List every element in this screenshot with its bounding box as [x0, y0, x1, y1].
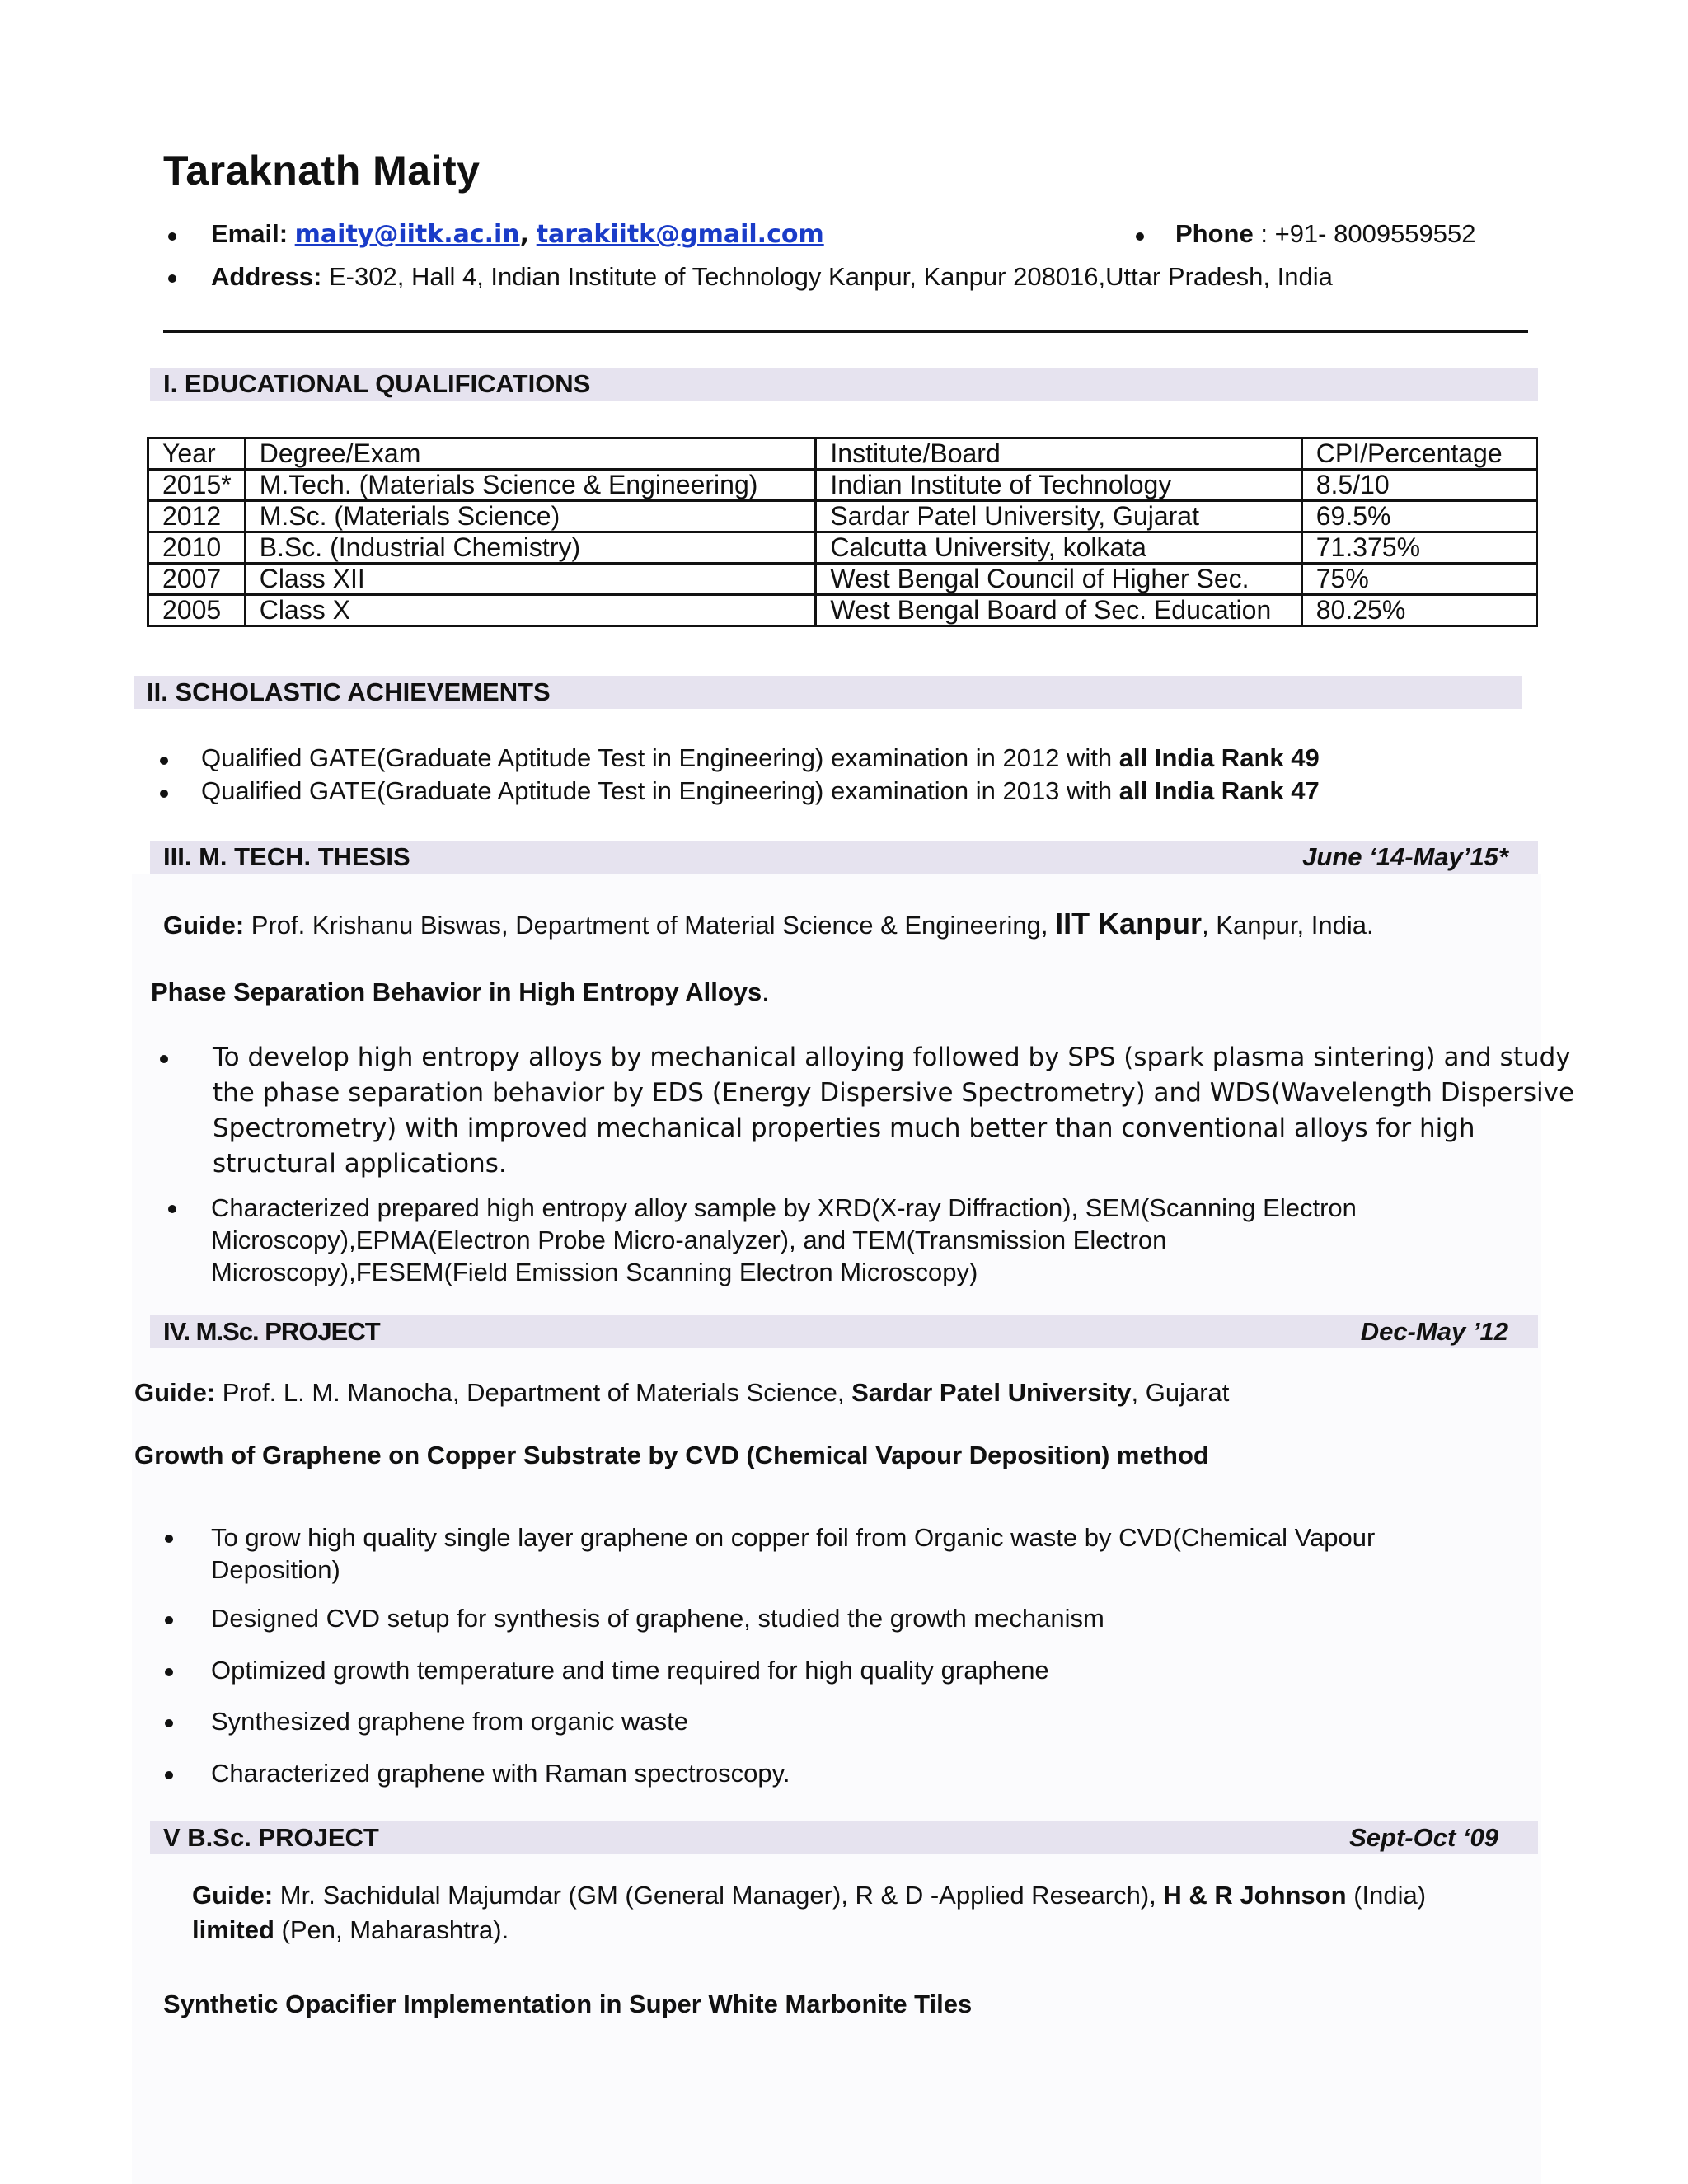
thesis-title-text: Phase Separation Behavior in High Entropy Alloys — [151, 977, 762, 1006]
bsc-title — [163, 1990, 972, 2019]
guide-tail: , Kanpur, India. — [1202, 911, 1374, 940]
guide-tail: , Gujarat — [1131, 1378, 1230, 1407]
section-title: III. M. TECH. THESIS — [163, 842, 410, 871]
bullet-line: structural applications. — [213, 1149, 507, 1179]
table-header-cell: Year — [148, 438, 246, 470]
email-link-1[interactable]: maity@iitk.ac.in — [294, 220, 520, 249]
table-cell: 2007 — [148, 564, 246, 595]
table-row — [148, 470, 1537, 501]
bullet-line: the phase separation behavior by EDS (Energy Dispersive Spectrometry) and WDS(Wavelength Dispersive — [213, 1078, 1575, 1108]
thesis-bullet-2 — [211, 1192, 1357, 1288]
bullet-icon — [165, 1719, 173, 1727]
section-bsc-header — [150, 1821, 1538, 1854]
bullet-line: Microscopy),FESEM(Field Emission Scanning Electron Microscopy) — [211, 1258, 978, 1286]
scholastic-item — [201, 776, 1320, 806]
header-divider — [163, 330, 1528, 333]
bullet-icon — [160, 790, 168, 798]
bullet-icon — [168, 232, 176, 241]
bullet-icon — [168, 274, 176, 283]
phone-line — [1175, 219, 1476, 249]
bullet-line: Characterized prepared high entropy alloy sample by XRD(X-ray Diffraction), SEM(Scanning Electron — [211, 1193, 1357, 1222]
bullet-icon — [160, 1055, 168, 1063]
thesis-guide — [163, 907, 1374, 941]
bullet-icon — [165, 1771, 173, 1779]
table-cell: Calcutta University, kolkata — [816, 532, 1301, 564]
table-row — [148, 595, 1537, 626]
table-cell: B.Sc. (Industrial Chemistry) — [245, 532, 816, 564]
guide-institute: Sardar Patel University — [851, 1378, 1132, 1407]
guide-location: (Pen, Maharashtra). — [281, 1915, 509, 1944]
table-cell: 71.375% — [1301, 532, 1536, 564]
msc-guide — [134, 1378, 1229, 1408]
section-title: I. EDUCATIONAL QUALIFICATIONS — [163, 369, 591, 398]
guide-label: Guide: — [134, 1378, 216, 1407]
section-education-header — [150, 368, 1538, 401]
guide-text: Prof. L. M. Manocha, Department of Materials Science, — [222, 1378, 845, 1407]
table-cell: Indian Institute of Technology — [816, 470, 1301, 501]
table-cell: West Bengal Council of Higher Sec. — [816, 564, 1301, 595]
email-separator: , — [519, 220, 530, 249]
thesis-title-tail: . — [762, 977, 769, 1006]
msc-bullet: Designed CVD setup for synthesis of graphene, studied the growth mechanism — [211, 1604, 1104, 1633]
address-value: E-302, Hall 4, Indian Institute of Technology Kanpur, Kanpur 208016,Uttar Pradesh, India — [329, 262, 1333, 291]
table-cell: 2012 — [148, 501, 246, 532]
msc-bullet: Synthesized graphene from organic waste — [211, 1707, 688, 1736]
bullet-icon — [160, 757, 168, 765]
phone-value: : +91- 8009559552 — [1260, 219, 1476, 248]
bsc-guide — [192, 1881, 1426, 1910]
section-date: Sept-Oct ‘09 — [1349, 1823, 1498, 1852]
guide-text: Prof. Krishanu Biswas, Department of Material Science & Engineering, — [251, 911, 1048, 940]
guide-institute: IIT Kanpur — [1055, 907, 1203, 940]
scholastic-rank: all India Rank 47 — [1118, 776, 1320, 805]
table-row — [148, 532, 1537, 564]
bullet-icon — [165, 1668, 173, 1676]
section-thesis-header — [150, 841, 1538, 874]
phone-label: Phone — [1175, 219, 1254, 248]
bullet-line: Microscopy),EPMA(Electron Probe Micro-analyzer), and TEM(Transmission Electron — [211, 1226, 1167, 1254]
bullet-line: Deposition) — [211, 1555, 340, 1584]
table-header-row — [148, 438, 1537, 470]
email-link-2[interactable]: tarakiitk@gmail.com — [536, 220, 824, 249]
section-date: Dec-May ’12 — [1360, 1317, 1508, 1346]
table-cell: M.Tech. (Materials Science & Engineering) — [245, 470, 816, 501]
bullet-icon — [168, 1205, 176, 1213]
table-cell: 2015* — [148, 470, 246, 501]
guide-tail: (India) — [1353, 1881, 1427, 1910]
msc-bullet: Characterized graphene with Raman spectroscopy. — [211, 1759, 790, 1788]
guide-text: Mr. Sachidulal Majumdar (GM (General Manager), R & D -Applied Research), — [279, 1881, 1156, 1910]
section-msc-header — [150, 1315, 1538, 1348]
bsc-title-text: Synthetic Opacifier Implementation in Super White Marbonite Tiles — [163, 1990, 973, 2018]
bullet-line: To develop high entropy alloys by mechanical alloying followed by SPS (spark plasma sintering) and study — [213, 1043, 1571, 1072]
section-date: June ‘14-May’15* — [1302, 842, 1508, 871]
table-header-cell: Institute/Board — [816, 438, 1301, 470]
table-row — [148, 564, 1537, 595]
section-title: II. SCHOLASTIC ACHIEVEMENTS — [147, 677, 551, 706]
bullet-icon — [165, 1616, 173, 1624]
thesis-bullet-1 — [213, 1040, 1574, 1182]
msc-title-text: Growth of Graphene on Copper Substrate by CVD (Chemical Vapour Deposition) method — [134, 1441, 1209, 1469]
section-scholastic-header — [134, 676, 1522, 709]
table-header-cell: Degree/Exam — [245, 438, 816, 470]
scholastic-rank: all India Rank 49 — [1118, 743, 1320, 772]
table-header-cell: CPI/Percentage — [1301, 438, 1536, 470]
msc-title — [134, 1441, 1209, 1470]
bullet-icon — [165, 1535, 173, 1543]
bsc-guide-line2 — [192, 1915, 509, 1945]
email-line — [211, 219, 824, 249]
section-title: V B.Sc. PROJECT — [163, 1823, 379, 1852]
candidate-name: Taraknath Maity — [163, 148, 481, 194]
thesis-title — [151, 977, 769, 1007]
scholastic-text: Qualified GATE(Graduate Aptitude Test in Engineering) examination in 2012 with — [201, 743, 1119, 772]
bullet-line: Spectrometry) with improved mechanical properties much better than conventional alloys for high — [213, 1113, 1475, 1143]
table-cell: 2010 — [148, 532, 246, 564]
education-table — [147, 437, 1538, 627]
table-cell: West Bengal Board of Sec. Education — [816, 595, 1301, 626]
table-cell: 69.5% — [1301, 501, 1536, 532]
table-cell: 2005 — [148, 595, 246, 626]
bullet-line: To grow high quality single layer graphene on copper foil from Organic waste by CVD(Chemical Vapour — [211, 1523, 1376, 1552]
section-title: IV. M.Sc. PROJECT — [163, 1317, 380, 1346]
table-cell: 8.5/10 — [1301, 470, 1536, 501]
guide-label: Guide: — [163, 911, 245, 940]
msc-bullet-1 — [211, 1521, 1375, 1586]
scholastic-item — [201, 743, 1320, 773]
address-label: Address: — [211, 262, 322, 291]
guide-company: H & R Johnson — [1163, 1881, 1347, 1910]
guide-company-suffix: limited — [192, 1915, 274, 1944]
scholastic-text: Qualified GATE(Graduate Aptitude Test in Engineering) examination in 2013 with — [201, 776, 1119, 805]
email-label: Email: — [211, 219, 288, 248]
table-cell: M.Sc. (Materials Science) — [245, 501, 816, 532]
table-cell: 80.25% — [1301, 595, 1536, 626]
table-row — [148, 501, 1537, 532]
msc-bullet: Optimized growth temperature and time required for high quality graphene — [211, 1656, 1049, 1685]
guide-label: Guide: — [192, 1881, 274, 1910]
table-cell: 75% — [1301, 564, 1536, 595]
bullet-icon — [1136, 232, 1144, 241]
address-line — [211, 262, 1333, 292]
table-cell: Class X — [245, 595, 816, 626]
table-cell: Sardar Patel University, Gujarat — [816, 501, 1301, 532]
table-cell: Class XII — [245, 564, 816, 595]
